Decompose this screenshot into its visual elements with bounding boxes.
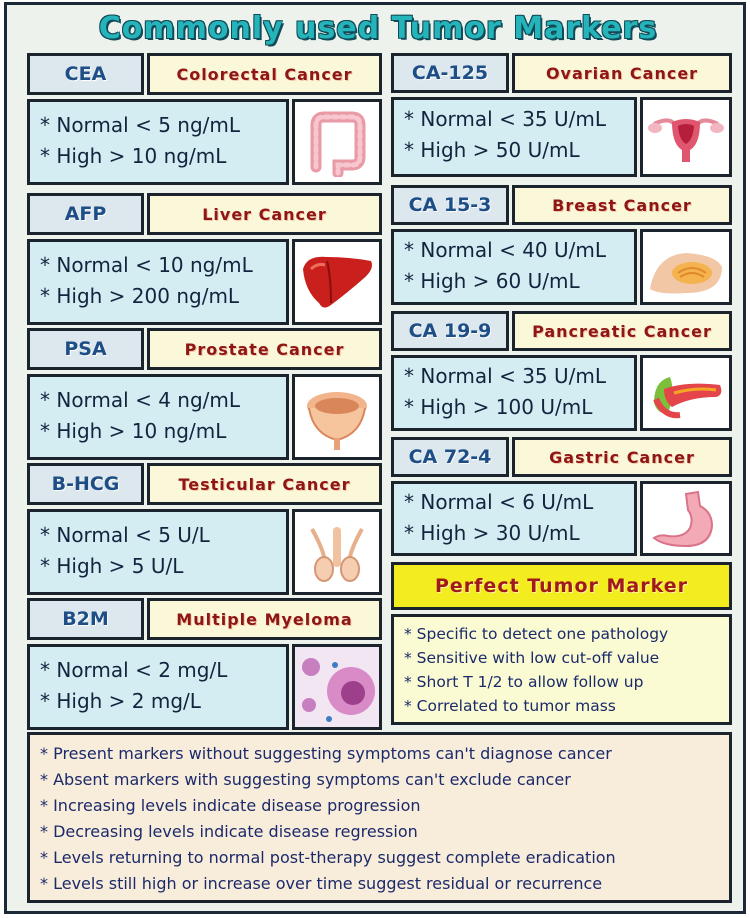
note-item: * Decreasing levels indicate disease regression (40, 822, 418, 841)
marker-disease: Pancreatic Cancer (512, 311, 732, 351)
marker-code: CA 72-4 (391, 437, 509, 477)
marker-disease: Gastric Cancer (512, 437, 732, 477)
marker-values (27, 509, 289, 595)
high-range: * High > 30 U/mL (404, 521, 580, 545)
marker-values (391, 355, 637, 431)
stomach-icon (640, 481, 732, 556)
plasma-cell-icon (292, 644, 382, 730)
marker-code: CA 15-3 (391, 185, 509, 225)
high-range: * High > 50 U/mL (404, 138, 580, 162)
marker-disease: Prostate Cancer (147, 328, 382, 370)
marker-values (27, 239, 289, 325)
high-range: * High > 200 ng/mL (40, 284, 240, 308)
perfect-marker-list (391, 614, 732, 725)
marker-disease: Colorectal Cancer (147, 53, 382, 95)
normal-range: * Normal < 10 ng/mL (40, 253, 253, 277)
list-item: * Sensitive with low cut-off value (404, 649, 660, 667)
marker-code: CA-125 (391, 53, 509, 93)
marker-card-afp (27, 193, 382, 325)
uterus-icon (640, 97, 732, 177)
marker-card-ca199 (391, 311, 732, 431)
high-range: * High > 2 mg/L (40, 689, 201, 713)
marker-values (27, 644, 289, 730)
note-item: * Levels returning to normal post-therapy suggest complete eradication (40, 848, 616, 867)
note-item: * Levels still high or increase over time suggest residual or recurrence (40, 874, 603, 893)
marker-values (391, 481, 637, 556)
marker-card-psa (27, 328, 382, 460)
marker-card-cea (27, 53, 382, 185)
list-item: * Specific to detect one pathology (404, 625, 669, 643)
marker-values (27, 99, 289, 185)
marker-card-ca153 (391, 185, 732, 305)
high-range: * High > 10 ng/mL (40, 419, 227, 443)
marker-card-ca125 (391, 53, 732, 177)
prostate-icon (292, 374, 382, 460)
normal-range: * Normal < 5 ng/mL (40, 113, 241, 137)
marker-disease: Testicular Cancer (147, 463, 382, 505)
note-item: * Increasing levels indicate disease progression (40, 796, 421, 815)
marker-code: CA 19-9 (391, 311, 509, 351)
colon-icon (292, 99, 382, 185)
pancreas-icon (640, 355, 732, 431)
normal-range: * Normal < 5 U/L (40, 523, 210, 547)
normal-range: * Normal < 40 U/mL (404, 238, 607, 262)
high-range: * High > 60 U/mL (404, 269, 580, 293)
marker-disease: Multiple Myeloma (147, 598, 382, 640)
testis-icon (292, 509, 382, 595)
perfect-marker-title: Perfect Tumor Marker (391, 562, 732, 610)
notes-box (27, 732, 732, 903)
marker-values (391, 229, 637, 305)
marker-values (391, 97, 637, 177)
marker-code: B2M (27, 598, 144, 640)
liver-icon (292, 239, 382, 325)
normal-range: * Normal < 35 U/mL (404, 364, 607, 388)
marker-disease: Ovarian Cancer (512, 53, 732, 93)
page-title: Commonly used Tumor Markers (98, 11, 658, 46)
marker-code: CEA (27, 53, 144, 95)
high-range: * High > 100 U/mL (404, 395, 593, 419)
perfect-marker-box (391, 562, 732, 725)
marker-code: B-HCG (27, 463, 144, 505)
poster (4, 2, 746, 914)
marker-disease: Liver Cancer (147, 193, 382, 235)
marker-code: PSA (27, 328, 144, 370)
breast-icon (640, 229, 732, 305)
normal-range: * Normal < 4 ng/mL (40, 388, 241, 412)
list-item: * Short T 1/2 to allow follow up (404, 673, 644, 691)
high-range: * High > 10 ng/mL (40, 144, 227, 168)
marker-card-b2m (27, 598, 382, 730)
list-item: * Correlated to tumor mass (404, 697, 616, 715)
marker-values (27, 374, 289, 460)
marker-disease: Breast Cancer (512, 185, 732, 225)
marker-card-ca724 (391, 437, 732, 556)
marker-card-bhcg (27, 463, 382, 595)
normal-range: * Normal < 2 mg/L (40, 658, 228, 682)
normal-range: * Normal < 35 U/mL (404, 107, 607, 131)
note-item: * Absent markers with suggesting symptoms can't exclude cancer (40, 770, 571, 789)
high-range: * High > 5 U/L (40, 554, 184, 578)
normal-range: * Normal < 6 U/mL (404, 490, 594, 514)
note-item: * Present markers without suggesting symptoms can't diagnose cancer (40, 744, 612, 763)
marker-code: AFP (27, 193, 144, 235)
